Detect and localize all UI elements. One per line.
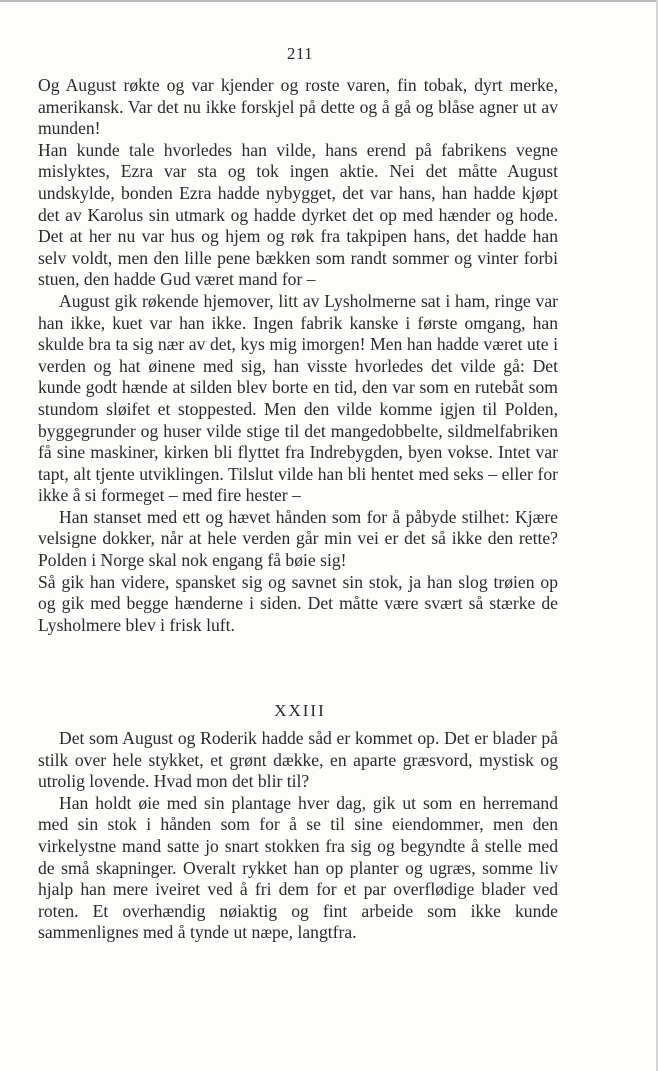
page-top-edge <box>0 0 658 2</box>
section-1-text <box>38 75 558 636</box>
paragraph: Han holdt øie med sin plantage hver dag, gik ut som en herremand med sin stok i hånden som for å se til sine eiendommer, men den virkelystne mand satte jo snart stokken fra sig og begyndte å stelle med de små skapninger. Overalt rykket han op planter og ugræs, somme liv hjalp han mere iveiret ved å fri dem for et par overflødige blader ved roten. Et overhændig nøiaktig og fint arbeide som ikke kunde sammenlignes med å tynde ut næpe, langtfra. <box>38 792 558 943</box>
section-2-text <box>38 728 558 944</box>
paragraph: August gik røkende hjemover, litt av Lysholmerne sat i ham, ringe var han ikke, kuet var han ikke. Ingen fabrik kanske i første omgang, han skulde bra ta sig nær av det, kys mig imorgen! Men han hadde været ute i verden og hat øinene med sig, han visste hvorledes det vilde gå: Det kunde godt hænde at silden blev borte en tid, den var som en rutebåt som stundom sløifet et stoppested. Men den vilde komme igjen til Polden, byggegrunder og huser vilde stige til det mangedobbelte, sildmelfabriken få sine maskiner, kirken bli flyttet fra Indrebygden, byen vokse. Intet var tapt, alt tjente utviklingen. Tilslut vilde han bli hentet med seks – eller for ikke å si formeget – med fire hester – <box>38 290 558 506</box>
page-number: 211 <box>286 44 314 63</box>
chapter-heading: XXIII <box>274 701 326 720</box>
paragraph: Så gik han videre, spansket sig og savnet sin stok, ja han slog trøien op og gik med begge hænderne i siden. Det måtte være svært så stærke de Lysholmere blev i frisk luft. <box>38 571 558 635</box>
paragraph: Og August røkte og var kjender og roste varen, fin tobak, dyrt merke, amerikansk. Var det nu ikke forskjel på dette og å gå og blåse agner ut av munden! <box>38 75 558 139</box>
paragraph: Han stanset med ett og hævet hånden som for å påbyde stilhet: Kjære velsigne dokker, når at hele verden går min vei er det så ikke den rette? Polden i Norge skal nok engang få bøie sig! <box>38 506 558 571</box>
paragraph: Det som August og Roderik hadde såd er kommet op. Det er blader på stilk over hele stykket, et grønt dække, en aparte græsvord, mystisk og utrolig lovende. Hvad mon det blir til? <box>38 728 558 792</box>
paragraph: Han kunde tale hvorledes han vilde, hans erend på fabrikens vegne mislyktes, Ezra var sta og tok ingen aktie. Nei det måtte August undskylde, bonden Ezra hadde nybygget, det var hans, han hadde kjøpt det av Karolus sin utmark og hadde dyrket det op med hænder og hode. Det at her nu var hus og hjem og røk fra takpipen hans, det hadde han selv voldt, men den lille pene bækken som randt sommer og vinter forbi stuen, den hadde Gud været mand for – <box>38 139 558 290</box>
